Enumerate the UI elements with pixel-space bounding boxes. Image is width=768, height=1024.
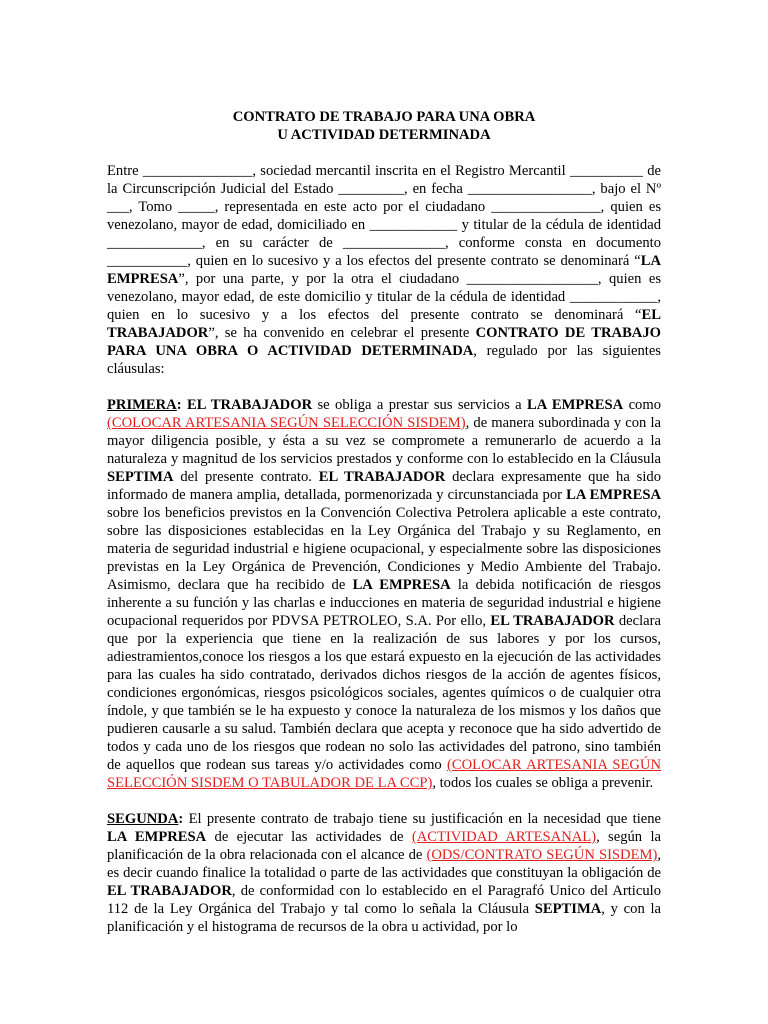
intro-paragraph bbox=[107, 162, 661, 378]
clause-bold: EL TRABAJADOR bbox=[490, 613, 615, 629]
clause-text: , de conformidad con lo establecido en el Paragrafó Unico del Articulo 112 de la Ley Orgánica del Trabajo y tal como lo señala la Cláusula bbox=[107, 883, 661, 917]
intro-bold: EL TRABAJADOR bbox=[107, 307, 661, 341]
clause-primera bbox=[107, 396, 661, 792]
clause-bold: EL TRABAJADOR bbox=[186, 397, 313, 413]
title-line-1: CONTRATO DE TRABAJO PARA UNA OBRA bbox=[232, 109, 536, 125]
clause-text: de ejecutar las actividades de bbox=[206, 829, 412, 845]
clause-bold: LA EMPRESA bbox=[352, 577, 451, 593]
clause-text: del presente contrato. bbox=[173, 469, 319, 485]
clause-text: declara que por la experiencia que tiene en la realización de sus labores y por los cursos, adiestramientos,conoce los riesgos a los que estará expuesto en la ejecución de las actividades para las cuales ha sido contratado, derivados dichos riesgos de la acción de agentes físicos, condiciones ergonómicas, riesgos psicológicos sociales, agentes químicos o de cualquier otra índole, y que también se le ha expuesto y conoce la naturaleza de los mismos y los daños que pudieren causarle a su salud. También declara que acepta y reconoce que ha sido advertido de todos y cada uno de los riesgos que rodean no solo las actividades del patrono, sino también de aquellos que rodean sus tareas y/o actividades como bbox=[107, 613, 661, 773]
clause-bold: SEPTIMA bbox=[107, 469, 174, 485]
clause-bold: LA EMPRESA bbox=[527, 397, 624, 413]
clause-text: como bbox=[623, 397, 662, 413]
placeholder-red: (COLOCAR ARTESANIA SEGÚN SELECCIÓN SISDEM) bbox=[107, 415, 466, 431]
intro-bold: CONTRATO DE TRABAJO PARA UNA OBRA O ACTIVIDAD DETERMINADA bbox=[107, 325, 661, 359]
intro-bold: LA EMPRESA bbox=[107, 253, 661, 287]
placeholder-red: (ACTIVIDAD ARTESANAL) bbox=[411, 829, 597, 845]
clause-text: , todos los cuales se obliga a prevenir. bbox=[432, 775, 654, 791]
clause-segunda bbox=[107, 810, 661, 936]
clause-bold: EL TRABAJADOR bbox=[318, 469, 446, 485]
clause-heading: SEGUNDA bbox=[107, 811, 179, 827]
clause-bold: LA EMPRESA bbox=[566, 487, 662, 503]
clause-text: se obliga a prestar sus servicios a bbox=[312, 397, 527, 413]
intro-text: , regulado por las siguientes cláusulas: bbox=[107, 343, 661, 377]
clause-bold: SEPTIMA bbox=[534, 901, 602, 917]
clause-text: , es decir cuando finalice la totalidad o parte de las actividades que constituyan la obligación de bbox=[107, 847, 661, 881]
title-line-2: U ACTIVIDAD DETERMINADA bbox=[277, 127, 491, 143]
clause-colon: : bbox=[178, 811, 184, 827]
clause-text: , y con la planificación y el histograma de recursos de la obra u actividad, por lo bbox=[107, 901, 662, 935]
clause-heading: PRIMERA bbox=[107, 397, 177, 413]
clause-text: , de manera subordinada y con la mayor diligencia posible, y ésta a su vez se compromete a remunerarlo de acuerdo a la naturaleza y magnitud de los servicios prestados y conforme con lo establecido en la Cláusula bbox=[107, 415, 661, 467]
intro-text: Entre _______________, sociedad mercantil inscrita en el Registro Mercantil __________ de la Circunscripción Judicial del Estado _________, en fecha _________________, bajo el Nº ___, Tomo _____, representada en este acto por el ciudadano _______________, quien es venezolano, mayor de edad, domiciliado en ____________ y titular de la cédula de identidad _____________, en su carácter de ______________, conforme consta en documento ___________, quien en lo sucesivo y a los efectos del presente contrato se denominará “ bbox=[107, 163, 661, 269]
clause-bold: LA EMPRESA bbox=[107, 829, 207, 845]
clause-colon: : bbox=[176, 397, 187, 413]
clause-bold: EL TRABAJADOR bbox=[107, 883, 232, 899]
document-page bbox=[107, 108, 661, 936]
clause-text: la debida notificación de riesgos inherente a su función y las charlas e inducciones en materia de seguridad industrial e higiene ocupacional requeridos por PDVSA PETROLEO, S.A. Por ello, bbox=[107, 577, 661, 629]
clause-text: El presente contrato de trabajo tiene su justificación en la necesidad que tiene bbox=[183, 811, 661, 827]
intro-text: ”, se ha convenido en celebrar el presente bbox=[208, 325, 476, 341]
placeholder-red: (COLOCAR ARTESANIA SEGÚN SELECCIÓN SISDEM O TABULADOR DE LA CCP) bbox=[107, 757, 662, 791]
clause-text: sobre los beneficios previstos en la Convención Colectiva Petrolera aplicable a este contrato, sobre las disposiciones establecidas en la Ley Orgánica del Trabajo y su Reglamento, en materia de seguridad industrial e higiene ocupacional, y especialmente sobre las disposiciones previstas en la Ley Orgánica de Prevención, Condiciones y Medio Ambiente del Trabajo. Asimismo, declara que ha recibido de bbox=[107, 505, 661, 593]
clause-text: , según la planificación de la obra relacionada con el alcance de bbox=[107, 829, 661, 863]
document-title bbox=[107, 108, 661, 144]
intro-text: ”, por una parte, y por la otra el ciudadano __________________, quien es venezolano, mayor edad, de este domicilio y titular de la cédula de identidad ____________, quien en lo sucesivo y a los efectos del presente contrato se denominará “ bbox=[107, 271, 661, 323]
placeholder-red: (ODS/CONTRATO SEGÚN SISDEM) bbox=[426, 847, 658, 863]
clause-text: declara expresamente que ha sido informado de manera amplia, detallada, pormenorizada y circunstanciada por bbox=[107, 469, 661, 503]
